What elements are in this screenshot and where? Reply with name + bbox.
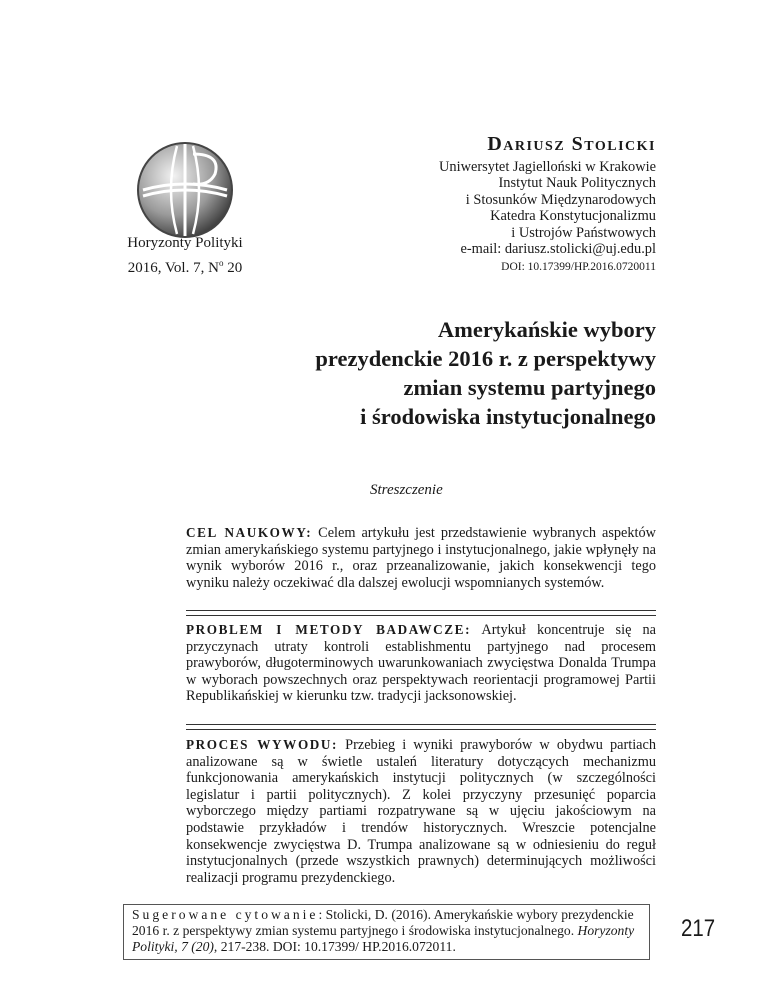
section-divider <box>186 610 656 616</box>
abstract-section-methods <box>186 622 656 705</box>
article-title <box>315 315 656 431</box>
title-line: i środowiska instytucjonalnego <box>360 404 656 429</box>
affiliation-line: i Stosunków Międzynarodowych <box>465 191 656 208</box>
journal-issue: 2016, Vol. 7, $N^o$ 20 <box>127 258 243 276</box>
section-label: PROCES WYWODU: <box>186 737 339 752</box>
abstract-section-argument <box>186 737 656 886</box>
journal-logo <box>135 140 235 240</box>
title-line: zmian systemu partyjnego <box>403 375 656 400</box>
section-label: PROBLEM I METODY BADAWCZE: <box>186 622 472 637</box>
doi-text: DOI: 10.17399/HP.2016.0720011 <box>501 261 656 273</box>
title-line: Amerykańskie wybory <box>437 317 656 342</box>
abstract-section-objective <box>186 525 656 591</box>
section-text: Przebieg i wyniki prawyborów w obydwu partiach analizowane są w świetle ustaleń literatury dotyczących mechanizmu funkcjonowania amerykańskich instytucji politycznych (w szczególności legislatur i partii politycznych). Z kolei przyczyny przesunięć poparcia wyborczego między partiami rozpatrywane są w ujęciu jakościowym na podstawie przykładów i trendów historycznych. Wreszcie potencjalne konsekwencje zwycięstwa D. Trumpa analizowane są w odniesieniu do reguł instytucjonalnych (przede wszystkich prawnych) determinujących możliwości realizacji programu prezydenckiego. <box>186 737 657 886</box>
affiliation-line: Katedra Konstytucjonalizmu <box>490 208 656 225</box>
affiliation-line: Uniwersytet Jagielloński w Krakowie <box>438 159 656 175</box>
author-email: e-mail: dariusz.stolicki@uj.edu.pl <box>460 241 656 258</box>
citation-label: Sugerowane cytowanie <box>132 907 319 922</box>
journal-name: Horyzonty Polityki <box>127 235 243 251</box>
title-line: prezydenckie 2016 r. z perspektywy <box>315 346 656 371</box>
author-affiliation <box>439 159 656 257</box>
section-label: CEL NAUKOWY: <box>186 525 313 540</box>
section-text: Celem artykułu jest przedstawienie wybranych aspektów zmian amerykańskiego systemu partyjnego i instytucjonalnego, jakie wpłynęły na wynik wyborów 2016 r., oraz przeanalizowanie, jakich konsekwencji tego wyniku należy oczekiwać dla dalszej ewolucji wspomnianych systemów. <box>186 525 656 591</box>
abstract-heading: Streszczenie <box>370 482 443 498</box>
section-divider <box>186 724 656 730</box>
page-number: 217 <box>681 915 716 942</box>
suggested-citation-box: Sugerowane cytowanie: Stolicki, D. (2016). Amerykańskie wybory prezydenckie 2016 r. z perspektywy zmian systemu partyjnego i środowiska instytucjonalnego. Horyzonty Polityki, 7 (20), 217-238. DOI: 10.17399/ HP.2016.072011. <box>123 904 650 960</box>
author-name: Dariusz Stolicki <box>487 133 656 155</box>
affiliation-line: Instytut Nauk Politycznych <box>498 175 656 192</box>
section-text: Artykuł koncentruje się na przyczynach utraty kontroli establishmentu partyjnego nad procesem prawyborów, długoterminowych uwarunkowaniach zwycięstwa Donalda Trumpa w wyborach powszechnych oraz perspektywach reorientacji programowej Partii Republikańskiej w kierunku tzw. tradycji jacksonowskiej. <box>186 622 657 705</box>
journal-info <box>90 233 280 278</box>
affiliation-line: i Ustrojów Państwowych <box>511 224 656 241</box>
